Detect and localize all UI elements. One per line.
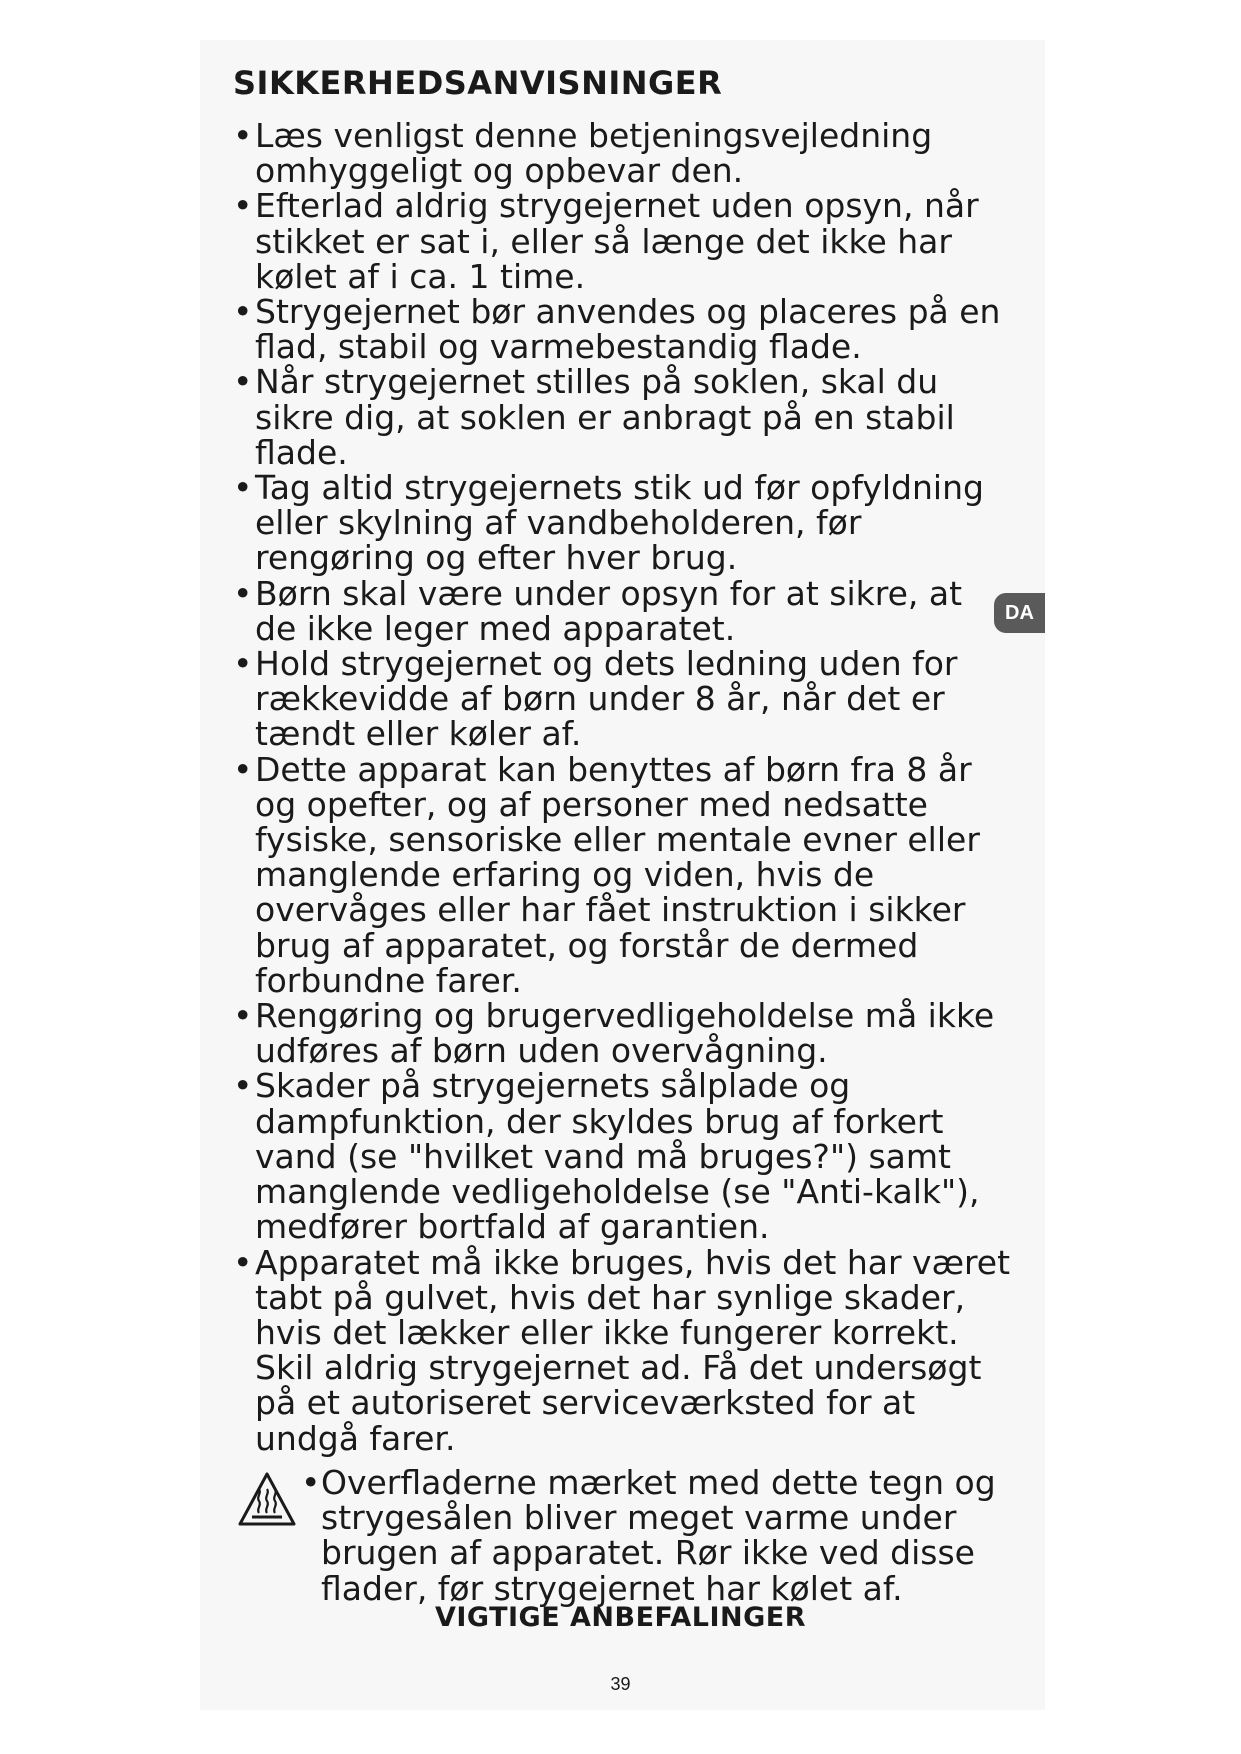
list-item-text: Strygejernet bør anvendes og placeres på en flad, stabil og varmebestandig flade. — [255, 292, 1001, 367]
list-item-text: Tag altid strygejernets stik ud før opfyldning eller skylning af vandbeholderen, før rengøring og efter hver brug. — [255, 468, 984, 578]
page-number: 39 — [610, 1674, 631, 1694]
hot-surface-warning-text: Overfladerne mærket med dette tegn og strygesålen bliver meget varme under brugen af apparatet. Rør ikke ved disse flader, før strygejernet har kølet af. — [321, 1463, 996, 1608]
language-tab: DA — [994, 593, 1045, 633]
section-subtitle: VIGTIGE ANBEFALINGER — [434, 1602, 807, 1633]
list-item-text: Læs venligst denne betjeningsvejledning omhyggeligt og opbevar den. — [255, 116, 933, 191]
bullet: • — [301, 1463, 321, 1502]
bullet: • — [233, 468, 253, 508]
bullet: • — [233, 1242, 253, 1282]
list-item-text: Når strygejernet stilles på soklen, skal du sikre dig, at soklen er anbragt på en stabil flade. — [255, 362, 955, 472]
list-item-text: Skader på strygejernets sålplade og dampfunktion, der skyldes brug af forkert vand (se "hvilket vand må bruges?") samt manglende vedligeholdelse (se "Anti-kalk"), medfører bortfald af garantien. — [255, 1066, 980, 1247]
page-title: SIKKERHEDSANVISNINGER — [233, 64, 723, 102]
safety-instructions-list — [233, 118, 1013, 1456]
list-item — [233, 646, 1013, 752]
bullet: • — [233, 186, 253, 226]
list-item-text: Rengøring og brugervedligeholdelse må ikke udføres af børn uden overvågning. — [255, 996, 995, 1071]
bullet: • — [233, 749, 253, 789]
list-item — [233, 292, 1013, 367]
list-item — [233, 1242, 1013, 1458]
list-item-text: Børn skal være under opsyn for at sikre, at de ikke leger med apparatet. — [255, 573, 963, 648]
list-item — [233, 364, 1013, 470]
hot-surface-warning-icon — [237, 1471, 297, 1527]
list-item — [233, 470, 1013, 576]
bullet: • — [233, 644, 253, 684]
list-item — [233, 188, 1013, 294]
bullet: • — [233, 573, 253, 613]
list-item-text: Apparatet må ikke bruges, hvis det har været tabt på gulvet, hvis det har synlige skader, hvis det lækker eller ikke fungerer korrekt. Skil aldrig strygejernet ad. Få det undersøgt på et autoriseret serviceværksted for at undgå farer. — [255, 1242, 1011, 1458]
bullet: • — [233, 362, 253, 402]
list-item — [233, 116, 1013, 191]
bullet: • — [233, 996, 253, 1036]
list-item — [233, 573, 1013, 648]
bullet: • — [233, 1066, 253, 1106]
list-item-text: Hold strygejernet og dets ledning uden for rækkevidde af børn under 8 år, når det er tændt eller køler af. — [255, 644, 958, 754]
list-item — [233, 996, 1013, 1071]
list-item-text: Efterlad aldrig strygejernet uden opsyn, når stikket er sat i, eller så længe det ikke har kølet af i ca. 1 time. — [255, 186, 979, 296]
bullet: • — [233, 116, 253, 155]
bullet: • — [233, 292, 253, 332]
list-item — [233, 1066, 1013, 1247]
hot-surface-warning-text-block — [301, 1465, 1021, 1606]
list-item — [233, 749, 1013, 1000]
list-item-text: Dette apparat kan benyttes af børn fra 8 år og opefter, og af personer med nedsatte fysiske, sensoriske eller mentale evner eller manglende erfaring og viden, hvis de overvåges eller har fået instruktion i sikker brug af apparatet, og forstår de dermed forbundne farer. — [255, 749, 980, 1000]
